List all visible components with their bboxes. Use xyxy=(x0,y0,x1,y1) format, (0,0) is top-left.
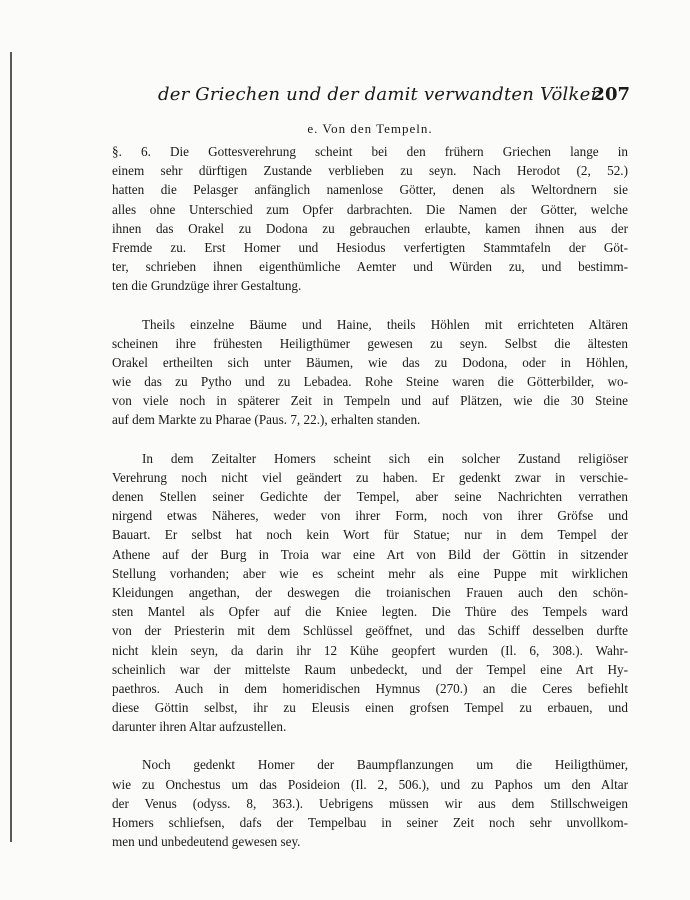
paragraph xyxy=(112,142,628,296)
text-line: auf dem Markte zu Pharae (Paus. 7, 22.), erhalten standen. xyxy=(112,412,421,428)
text-line: denen Stellen seiner Gedichte der Tempel, aber seine Nachrichten verrathen xyxy=(112,489,628,504)
text-line: nicht klein seyn, da darin ihr 12 Kühe geopfert wurden (Il. 6, 308.). Wahr- xyxy=(112,642,628,658)
text-line: Athene auf der Burg in Troia war eine Art von Bild der Göttin in sitzender xyxy=(112,546,628,562)
section-title: e. Von den Tempeln. xyxy=(307,121,433,136)
text-line: scheinlich war der mittelste Raum unbedeckt, und der Tempel eine Art Hy- xyxy=(112,661,628,677)
text-line: wie das zu Pytho und zu Lebadea. Rohe Steine waren die Götterbilder, wo- xyxy=(112,374,628,390)
text-line: Kleidungen angethan, der deswegen die troianischen Frauen auch den schön- xyxy=(112,584,628,600)
text-line: Fremde zu. Erst Homer und Hesiodus verfertigten Stammtafeln der Göt- xyxy=(112,239,628,255)
text-line: sten Mantel als Opfer auf die Kniee legten. Die Thüre des Tempels ward xyxy=(112,604,628,620)
page-edge-rule xyxy=(10,52,12,842)
text-line: der Venus (odyss. 8, 363.). Uebrigens müssen wir aus dem Stillschweigen xyxy=(112,795,628,811)
text-line: paethros. Auch in dem homeridischen Hymnus (270.) an die Ceres befiehlt xyxy=(112,680,628,696)
text-line: Homers schliefsen, dafs der Tempelbau in seiner Zeit noch sehr unvollkom- xyxy=(112,815,628,830)
text-line: von viele noch in späterer Zeit in Tempeln und auf Plätzen, wie die 30 Steine xyxy=(112,393,628,409)
running-head xyxy=(158,84,630,114)
text-line: ihnen das Orakel zu Dodona zu gebrauchen erlaubte, kamen ihnen aus der xyxy=(112,220,628,236)
text-line: wie zu Onchestus um das Posideion (Il. 2, 506.), und zu Paphos um den Altar xyxy=(112,776,628,792)
text-line: nirgend etwas Näheres, weder von ihrer Form, noch von ihrer Gröfse und xyxy=(112,508,628,524)
text-line: hatten die Pelasger anfänglich namenlose Götter, denen als Weltordnern sie xyxy=(112,182,628,198)
text-line: Stellung vorhanden; aber wie es scheint mehr als eine Puppe mit wirklichen xyxy=(112,565,628,581)
body-text xyxy=(112,142,628,870)
text-line: alles ohne Unterschied zum Opfer darbrachten. Die Namen der Götter, welche xyxy=(112,201,628,217)
paragraph xyxy=(112,449,628,737)
running-title: der Griechen und der damit verwandten Völker. xyxy=(158,84,604,105)
text-line: darunter ihren Altar aufzustellen. xyxy=(112,719,287,735)
text-line: einem sehr dürftigen Zustande verblieben zu seyn. Nach Herodot (2, 52.) xyxy=(112,163,628,179)
text-line: scheinen ihre frühesten Heiligthümer gewesen zu seyn. Selbst die ältesten xyxy=(112,335,628,351)
page-number: 207 xyxy=(592,84,630,105)
text-line: In dem Zeitalter Homers scheint sich ein solcher Zustand religiöser xyxy=(142,450,628,466)
book-page xyxy=(112,0,628,900)
text-line: §. 6. Die Gottesverehrung scheint bei den frühern Griechen lange in xyxy=(112,144,628,159)
text-line: men und unbedeutend gewesen sey. xyxy=(112,834,301,850)
text-line: ten die Grundzüge ihrer Gestaltung. xyxy=(112,278,302,294)
text-line: ter, schrieben ihnen eigenthümliche Aemter und Würden zu, und bestimm- xyxy=(112,259,628,275)
text-line: Noch gedenkt Homer der Baumpflanzungen um die Heiligthümer, xyxy=(142,757,628,773)
text-line: Orakel ertheilten sich unter Bäumen, wie das zu Dodona, oder in Höhlen, xyxy=(112,354,628,370)
text-line: von der Priesterin mit dem Schlüssel geöffnet, und das Schiff desselben durfte xyxy=(112,623,628,639)
text-line: Bauart. Er selbst hat noch kein Wort für Statue; nur in dem Tempel der xyxy=(112,527,628,543)
text-line: Theils einzelne Bäume und Haine, theils Höhlen mit errichteten Altären xyxy=(142,316,628,332)
paragraph xyxy=(112,755,628,851)
text-line: diese Göttin selbst, ihr zu Eleusis einen grofsen Tempel zu erbauen, und xyxy=(112,700,628,716)
paragraph xyxy=(112,315,628,430)
text-line: Verehrung noch nicht viel geändert zu haben. Er gedenkt zwar in verschie- xyxy=(112,469,628,485)
